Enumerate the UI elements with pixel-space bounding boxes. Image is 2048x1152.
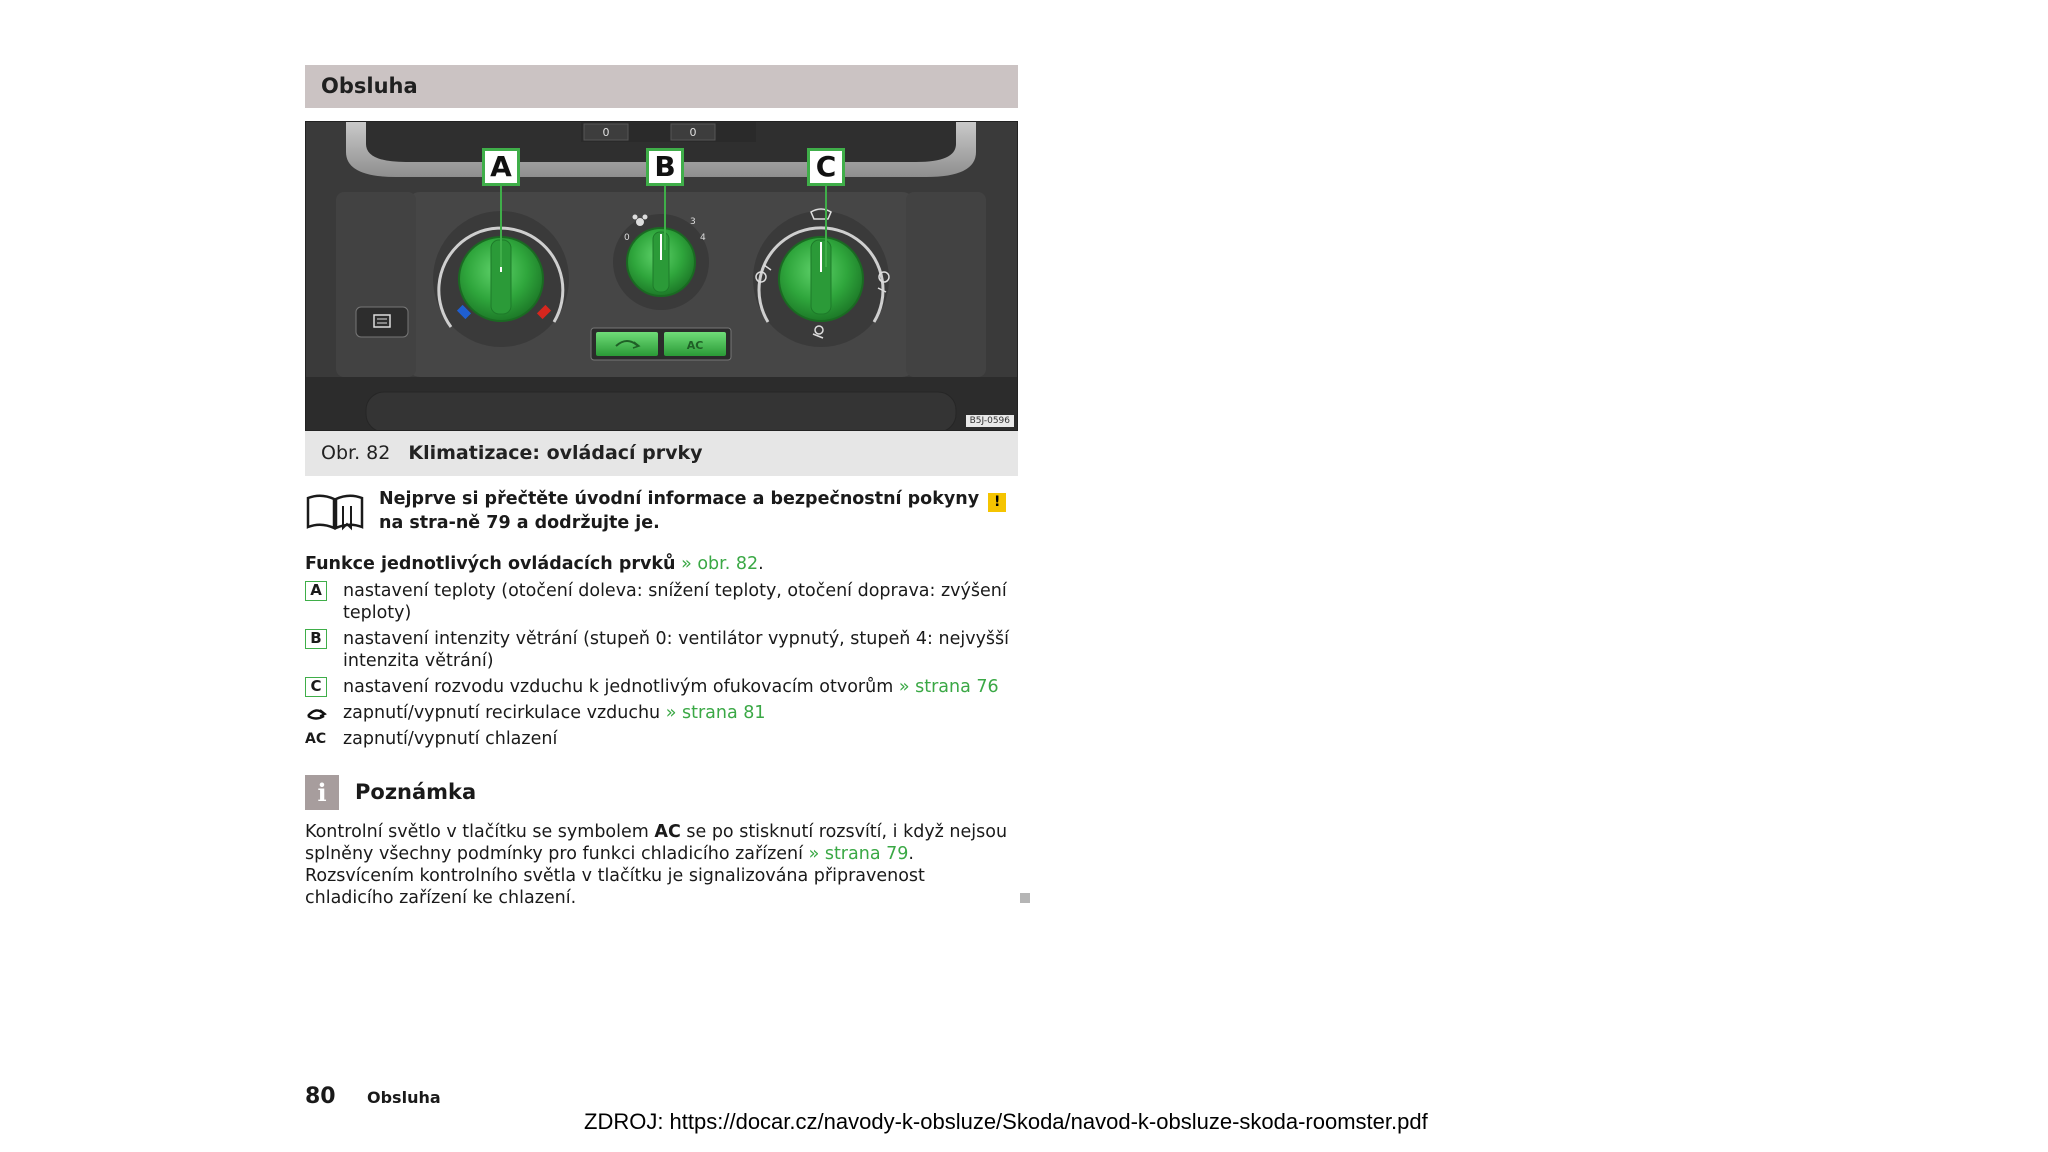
note-text-2: se po stisknutí rozsvítí, i když nejsou splněny všechny podmínky pro funkci chladicího zařízení — [305, 822, 1008, 864]
vent-label-left: 0 — [602, 126, 610, 139]
info-icon: i — [305, 775, 339, 810]
functions-title: Funkce jednotlivých ovládacích prvků — [305, 554, 676, 574]
function-item-ac — [305, 728, 1018, 750]
function-item-b — [305, 628, 1018, 672]
source-citation: ZDROJ: https://docar.cz/navody-k-obsluze/Skoda/navod-k-obsluze-skoda-roomster.pdf — [584, 1109, 1428, 1134]
vent-label-right: 0 — [689, 126, 697, 139]
function-text-recirculation: zapnutí/vypnutí recirkulace vzduchu — [343, 703, 661, 723]
manual-page — [305, 0, 1025, 1152]
section-header: Obsluha — [305, 65, 1018, 108]
function-text-c: nastavení rozvodu vzduchu k jednotlivým ofukovacím otvorům — [343, 677, 894, 697]
end-of-section-mark — [1020, 893, 1030, 903]
callout-b: B — [646, 148, 684, 186]
function-item-a — [305, 580, 1018, 624]
recirculation-icon — [305, 702, 331, 724]
svg-text:3: 3 — [690, 217, 696, 227]
functions-heading — [305, 553, 1018, 576]
svg-text:0: 0 — [624, 233, 630, 243]
footer-section: Obsluha — [367, 1088, 441, 1107]
notice-text-before: Nejprve si přečtěte úvodní informace a bezpečnostní pokyny — [379, 489, 980, 509]
note-body — [305, 821, 1018, 909]
notice-text — [379, 488, 1019, 535]
ac-button-label: AC — [686, 339, 704, 352]
note-title: Poznámka — [355, 780, 477, 804]
function-item-c — [305, 676, 1018, 698]
warning-icon: ! — [988, 493, 1006, 512]
note-text-3: . Rozsvícením kontrolního světla v tlačítku je signalizována připravenost chladicího zařízení ke chlazení. — [305, 844, 925, 908]
safety-notice — [305, 488, 1018, 538]
function-item-recirculation — [305, 702, 1018, 724]
callout-a: A — [482, 148, 520, 186]
caption-title: Klimatizace: ovládací prvky — [408, 442, 703, 464]
function-link-recirculation[interactable]: » strana 81 — [665, 703, 766, 723]
note-symbol-ac: AC — [654, 822, 681, 842]
function-link-c[interactable]: » strana 76 — [898, 677, 999, 697]
function-list — [305, 580, 1018, 754]
symbol-c: C — [305, 677, 327, 697]
symbol-a: A — [305, 581, 327, 601]
caption-number: Obr. 82 — [321, 442, 391, 464]
svg-text:4: 4 — [700, 233, 706, 243]
symbol-ac: AC — [305, 731, 327, 747]
function-text-ac: zapnutí/vypnutí chlazení — [343, 729, 558, 749]
callout-c: C — [807, 148, 845, 186]
figure-caption — [305, 431, 1018, 476]
functions-title-end: . — [758, 554, 764, 574]
note-text-1: Kontrolní světlo v tlačítku se symbolem — [305, 822, 649, 842]
function-text-a: nastavení teploty (otočení doleva: snížení teploty, otočení doprava: zvýšení teploty) — [343, 581, 1007, 623]
climate-control-figure — [305, 121, 1018, 431]
book-icon — [305, 492, 365, 532]
page-number: 80 — [305, 1084, 336, 1109]
functions-figure-link[interactable]: » obr. 82 — [681, 554, 759, 574]
note-link[interactable]: » strana 79 — [808, 844, 909, 864]
note-heading — [305, 775, 1018, 810]
symbol-b: B — [305, 629, 327, 649]
function-text-b: nastavení intenzity větrání (stupeň 0: ventilátor vypnutý, stupeň 4: nejvyšší intenzita větrání) — [343, 629, 1010, 671]
image-code: B5J-0596 — [966, 415, 1014, 427]
notice-text-after: na stra-ně 79 a dodržujte je. — [379, 513, 660, 533]
